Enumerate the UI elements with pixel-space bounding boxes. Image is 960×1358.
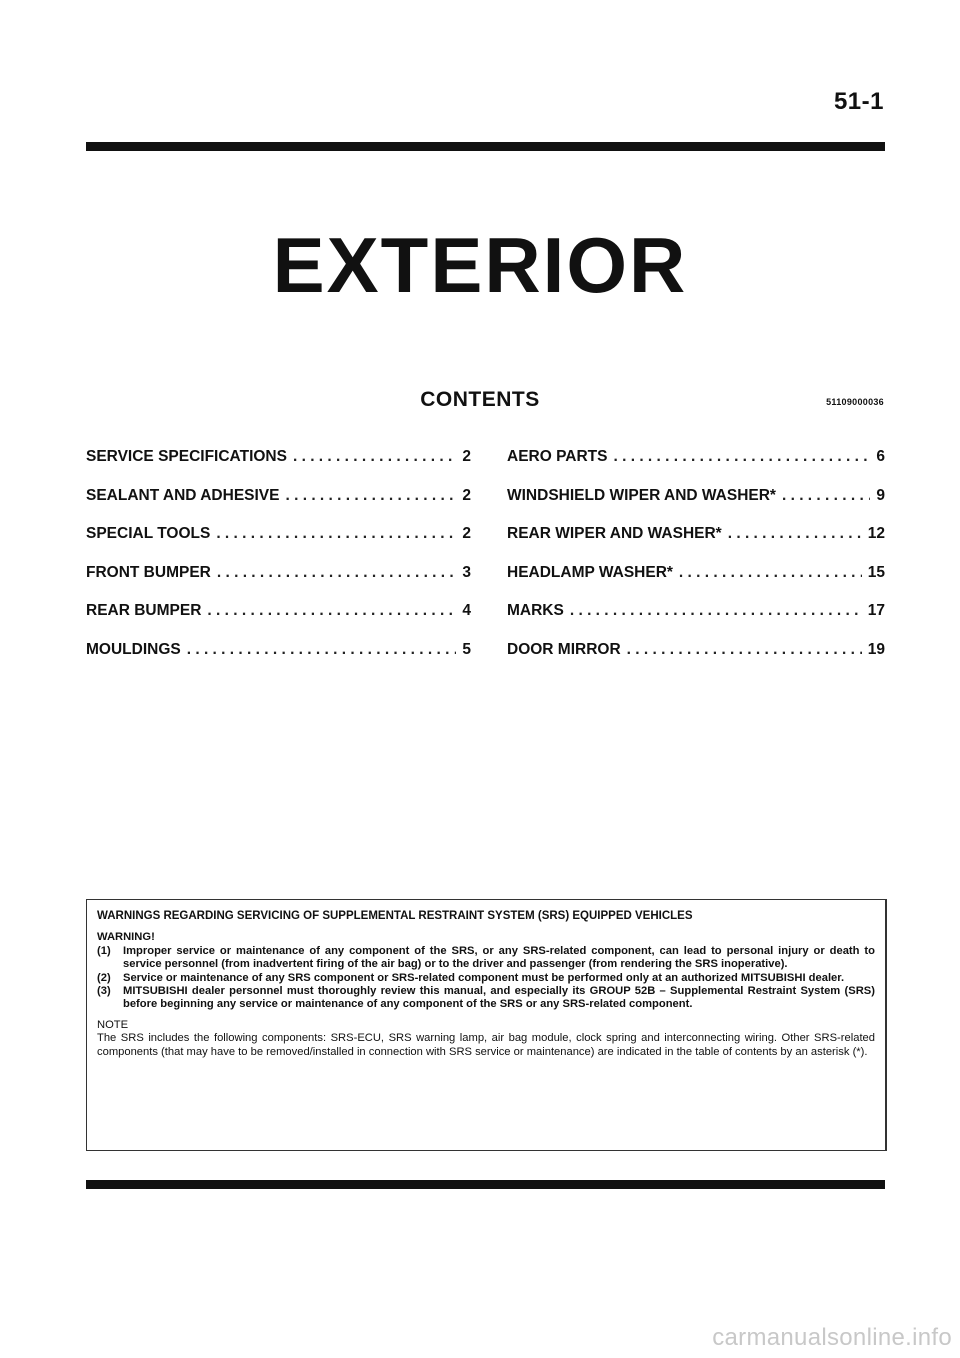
srs-warning-box (86, 899, 887, 1151)
toc-label: AERO PARTS (507, 448, 608, 465)
toc-page: 2 (462, 486, 471, 504)
toc-leader (679, 564, 862, 582)
toc-page: 2 (462, 448, 471, 465)
toc-label: WINDSHIELD WIPER AND WASHER* (507, 486, 776, 504)
toc-page: 12 (867, 525, 885, 542)
toc-leader (217, 564, 457, 582)
top-rule (86, 142, 885, 151)
toc-leader (293, 448, 456, 466)
warning-item-text: MITSUBISHI dealer personnel must thoroughly review this manual, and especially its GROUP 52B – Supplemental Restraint System (SRS) before beginning any service or maintenance of any component of the SRS or any SRS-related component. (123, 985, 875, 1011)
toc-label: SEALANT AND ADHESIVE (86, 486, 280, 504)
toc-label: REAR WIPER AND WASHER* (507, 525, 722, 542)
note-label: NOTE (97, 1018, 129, 1031)
toc-item[interactable] (507, 525, 885, 564)
bottom-rule (86, 1180, 885, 1189)
toc-item[interactable] (507, 564, 885, 603)
toc-label: DOOR MIRROR (507, 640, 621, 658)
warning-item-number: (1) (97, 944, 111, 957)
page-title: EXTERIOR (272, 221, 688, 309)
note-text: The SRS includes the following components: SRS-ECU, SRS warning lamp, air bag module, clock spring and interconnecting wiring. Other SRS-related components (that may have to be removed/installed in connection with SRS service or maintenance) are indicated in the table of contents by an asterisk (*). (97, 1032, 875, 1058)
warning-item-text: Improper service or maintenance of any component of the SRS, or any SRS-related component, can lead to personal injury or death to service personnel (from inadvertent firing of the air bag) or to the driver and passenger (from rendering the SRS inoperative). (123, 944, 875, 971)
warning-label: WARNING! (97, 931, 155, 944)
toc-label: MOULDINGS (86, 640, 181, 658)
toc-page: 5 (462, 640, 471, 658)
toc-item[interactable] (86, 525, 471, 564)
toc-page: 4 (462, 602, 471, 619)
toc-label: SERVICE SPECIFICATIONS (86, 448, 287, 465)
toc-item[interactable] (507, 487, 885, 526)
warning-title: WARNINGS REGARDING SERVICING OF SUPPLEMENTAL RESTRAINT SYSTEM (SRS) EQUIPPED VEHICLES (97, 910, 693, 922)
warning-item (97, 945, 875, 972)
toc-leader (285, 487, 456, 505)
warning-item-number: (2) (97, 971, 111, 984)
toc-page: 9 (876, 486, 885, 504)
toc-page: 15 (867, 563, 885, 581)
warning-item (97, 985, 875, 1012)
contents-heading: CONTENTS (420, 388, 540, 411)
toc-leader (728, 525, 862, 543)
toc-label: FRONT BUMPER (86, 563, 211, 581)
toc-page: 6 (876, 448, 885, 465)
toc-item[interactable] (86, 602, 471, 641)
toc-leader (782, 487, 870, 505)
toc-leader (216, 525, 456, 543)
toc-leader (613, 448, 870, 466)
toc-item[interactable] (507, 602, 885, 641)
toc-label: HEADLAMP WASHER* (507, 563, 673, 581)
toc-page: 2 (462, 525, 471, 542)
toc-item[interactable] (86, 641, 471, 680)
toc-item[interactable] (86, 564, 471, 603)
warning-list (97, 945, 875, 1012)
toc-leader (627, 641, 862, 659)
warning-item-text: Service or maintenance of any SRS component or SRS-related component must be performed only at an authorized MITSUBISHI dealer. (123, 971, 845, 984)
toc-label: MARKS (507, 602, 564, 619)
toc-leader (187, 641, 457, 659)
page-number: 51-1 (833, 88, 884, 115)
toc-label: SPECIAL TOOLS (86, 525, 211, 542)
toc-leader (207, 602, 456, 620)
toc-left-column (86, 448, 471, 679)
toc-item[interactable] (86, 487, 471, 526)
document-code: 51109000036 (826, 397, 884, 407)
toc-item[interactable] (86, 448, 471, 487)
toc-right-column (507, 448, 885, 679)
watermark: carmanualsonline.info (712, 1324, 952, 1351)
toc-leader (570, 602, 862, 620)
toc-page: 17 (867, 602, 885, 619)
toc-item[interactable] (507, 448, 885, 487)
warning-item-number: (3) (97, 985, 111, 998)
warning-item (97, 972, 875, 985)
toc-page: 19 (867, 640, 885, 658)
toc-label: REAR BUMPER (86, 602, 202, 619)
toc-item[interactable] (507, 641, 885, 680)
toc-page: 3 (462, 563, 471, 581)
